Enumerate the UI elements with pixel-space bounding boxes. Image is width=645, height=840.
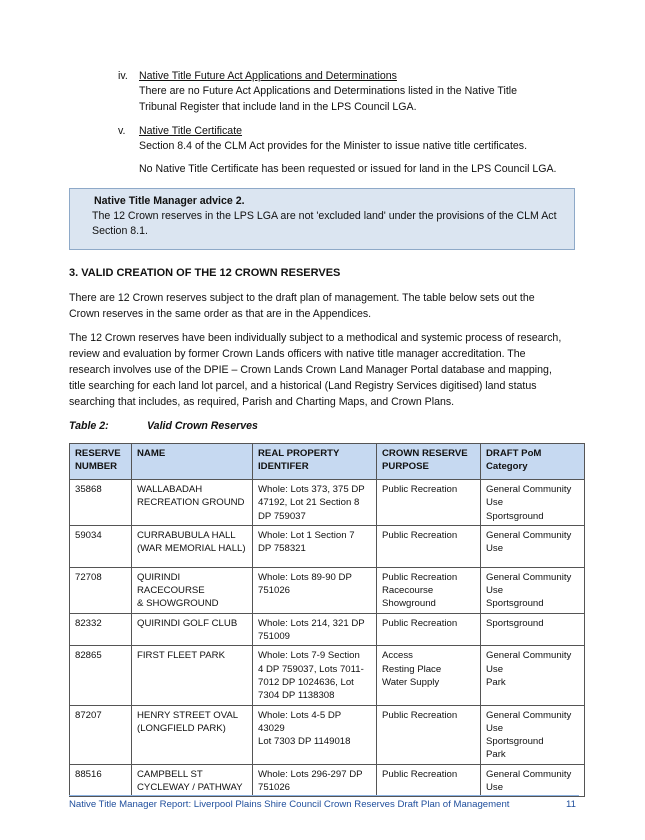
footer-text: Native Title Manager Report: Liverpool Plains Shire Council Crown Reserves Draft Plan of Management bbox=[69, 799, 510, 810]
section-3-para2-line2: review and evaluation by former Crown Lands officers with native title manager accreditation. The bbox=[69, 348, 526, 360]
cell-number bbox=[70, 705, 132, 764]
header-category bbox=[481, 444, 585, 480]
advice-line1: The 12 Crown reserves in the LPS LGA are not 'excluded land' under the provisions of the CLM Act bbox=[92, 210, 557, 222]
cell-text: QUIRINDI RACECOURSE bbox=[137, 571, 205, 597]
cell-text: Sportsground bbox=[486, 617, 544, 629]
table-header-row bbox=[70, 444, 585, 480]
cell-text: Whole: Lots 7-9 Section bbox=[258, 650, 360, 662]
advice-title: Native Title Manager advice 2. bbox=[94, 195, 245, 207]
cell-text: 4 DP 759037, Lots 7011- bbox=[258, 663, 364, 675]
cell-text: Resting Place bbox=[382, 663, 442, 675]
cell-text: Public Recreation bbox=[382, 768, 458, 780]
header-text: CROWN RESERVE bbox=[382, 448, 468, 459]
header-text: Category bbox=[486, 461, 528, 473]
header-text: DRAFT PoM bbox=[486, 448, 542, 459]
cell-name bbox=[132, 480, 253, 526]
cell-text: Whole: Lots 4-5 DP bbox=[258, 709, 342, 721]
table-row bbox=[70, 480, 585, 526]
table-row bbox=[70, 613, 585, 646]
cell-text: 82865 bbox=[75, 650, 102, 662]
section-v-text-line2: No Native Title Certificate has been requested or issued for land in the LPS Council LGA. bbox=[139, 163, 557, 175]
cell-text: RECREATION GROUND bbox=[137, 497, 245, 509]
cell-property bbox=[253, 567, 377, 613]
section-3-para1-line2: Crown reserves in the same order as that are in the Appendices. bbox=[69, 308, 372, 320]
cell-purpose bbox=[377, 613, 481, 646]
section-iv-text-line1: There are no Future Act Applications and Determinations listed in the Native Title bbox=[139, 85, 518, 97]
cell-name bbox=[132, 646, 253, 705]
section-iv-marker: iv. bbox=[118, 70, 128, 82]
cell-text: Whole: Lots 214, 321 DP bbox=[258, 617, 365, 629]
cell-text: 751026 bbox=[258, 585, 291, 597]
header-real-property bbox=[253, 444, 377, 480]
cell-text: 43029 bbox=[258, 722, 285, 734]
cell-text: Public Recreation bbox=[382, 484, 458, 495]
cell-text: & SHOWGROUND bbox=[137, 598, 219, 610]
cell-text: (LONGFIELD PARK) bbox=[137, 722, 226, 734]
cell-name bbox=[132, 705, 253, 764]
cell-text: Lot 7303 DP 1149018 bbox=[258, 736, 351, 748]
cell-category bbox=[481, 705, 585, 764]
cell-category bbox=[481, 480, 585, 526]
cell-name bbox=[132, 567, 253, 613]
cell-category bbox=[481, 525, 585, 567]
header-text: NUMBER bbox=[75, 461, 118, 473]
cell-text: FIRST FLEET PARK bbox=[137, 650, 225, 662]
cell-text: Use bbox=[486, 497, 504, 509]
cell-number bbox=[70, 525, 132, 567]
cell-text: Sportsground bbox=[486, 510, 544, 522]
cell-text: Whole: Lots 373, 375 DP bbox=[258, 484, 365, 495]
cell-text: DP 759037 bbox=[258, 510, 306, 522]
section-3-para2-line5: searching that includes, as required, Parish and Charting Maps, and Crown Plans. bbox=[69, 396, 455, 408]
cell-number bbox=[70, 480, 132, 526]
cell-text: Showground bbox=[382, 598, 436, 610]
cell-text: Public Recreation bbox=[382, 571, 458, 583]
cell-category bbox=[481, 613, 585, 646]
table-row bbox=[70, 567, 585, 613]
cell-text: Public Recreation bbox=[382, 617, 458, 629]
cell-purpose bbox=[377, 480, 481, 526]
cell-text: QUIRINDI GOLF CLUB bbox=[137, 617, 238, 629]
cell-text: 47192, Lot 21 Section 8 bbox=[258, 497, 360, 509]
cell-number bbox=[70, 567, 132, 613]
section-3-heading: 3. VALID CREATION OF THE 12 CROWN RESERVES bbox=[69, 267, 341, 279]
section-v-title: Native Title Certificate bbox=[139, 125, 243, 137]
cell-text: 751026 bbox=[258, 782, 291, 794]
header-name bbox=[132, 444, 253, 480]
header-text: REAL PROPERTY bbox=[258, 448, 340, 459]
section-3-para2-line3: research involves use of the DPIE – Crown Lands Crown Land Manager Portal database and mapping, bbox=[69, 364, 552, 376]
cell-text: Use bbox=[486, 722, 504, 734]
footer-rule bbox=[69, 795, 579, 796]
cell-name bbox=[132, 764, 253, 797]
cell-purpose bbox=[377, 764, 481, 797]
cell-text: (WAR MEMORIAL HALL) bbox=[137, 543, 246, 555]
section-v-marker: v. bbox=[118, 125, 126, 137]
cell-text: Sportsground bbox=[486, 598, 544, 610]
cell-purpose bbox=[377, 525, 481, 567]
section-3-para2-line4: title searching for each land lot parcel, and a historical (Land Registry Services digitised) land status bbox=[69, 380, 537, 392]
cell-text: Water Supply bbox=[382, 676, 440, 688]
cell-property bbox=[253, 705, 377, 764]
cell-text: Whole: Lot 1 Section 7 bbox=[258, 529, 355, 541]
cell-text: Use bbox=[486, 543, 504, 555]
cell-number bbox=[70, 613, 132, 646]
cell-purpose bbox=[377, 705, 481, 764]
cell-property bbox=[253, 764, 377, 797]
cell-text: Park bbox=[486, 676, 506, 688]
cell-name bbox=[132, 525, 253, 567]
cell-text: Whole: Lots 89-90 DP bbox=[258, 571, 352, 583]
cell-text: 35868 bbox=[75, 484, 102, 495]
cell-text: CURRABUBULA HALL bbox=[137, 529, 236, 541]
cell-category bbox=[481, 567, 585, 613]
cell-text: Sportsground bbox=[486, 736, 544, 748]
table-caption-label: Table 2: bbox=[69, 420, 109, 432]
table-caption-title: Valid Crown Reserves bbox=[147, 420, 258, 432]
cell-category bbox=[481, 764, 585, 797]
table-row bbox=[70, 705, 585, 764]
page-number: 11 bbox=[566, 799, 576, 810]
cell-text: 72708 bbox=[75, 571, 102, 583]
cell-text: DP 758321 bbox=[258, 543, 306, 555]
table-row bbox=[70, 525, 585, 567]
table-row bbox=[70, 764, 585, 797]
cell-text: HENRY STREET OVAL bbox=[137, 709, 239, 721]
cell-number bbox=[70, 646, 132, 705]
cell-property bbox=[253, 646, 377, 705]
cell-text: Park bbox=[486, 749, 506, 761]
section-iv-title: Native Title Future Act Applications and Determinations bbox=[139, 70, 397, 82]
section-3-para2-line1: The 12 Crown reserves have been individually subject to a methodical and systemic process of research, bbox=[69, 332, 562, 344]
cell-text: Whole: Lots 296-297 DP bbox=[258, 768, 363, 780]
cell-text: 87207 bbox=[75, 709, 102, 721]
advice-line2: Section 8.1. bbox=[92, 225, 148, 237]
cell-text: General Community bbox=[486, 709, 572, 721]
cell-text: 82332 bbox=[75, 617, 102, 629]
cell-text: General Community bbox=[486, 571, 572, 583]
cell-text: General Community bbox=[486, 768, 572, 780]
table-row bbox=[70, 646, 585, 705]
cell-text: CAMPBELL ST bbox=[137, 768, 203, 780]
cell-text: Use bbox=[486, 585, 504, 597]
cell-text: 751009 bbox=[258, 631, 291, 643]
cell-text: General Community bbox=[486, 650, 572, 662]
advice-box bbox=[69, 188, 575, 250]
header-reserve-number bbox=[70, 444, 132, 480]
cell-text: 88516 bbox=[75, 768, 102, 780]
cell-property bbox=[253, 613, 377, 646]
section-3-para1-line1: There are 12 Crown reserves subject to the draft plan of management. The table below sets out the bbox=[69, 292, 535, 304]
cell-text: 59034 bbox=[75, 529, 102, 541]
cell-category bbox=[481, 646, 585, 705]
section-v-text-line1: Section 8.4 of the CLM Act provides for the Minister to issue native title certificates. bbox=[139, 140, 528, 152]
cell-text: 7012 DP 1024636, Lot bbox=[258, 676, 354, 688]
cell-property bbox=[253, 480, 377, 526]
cell-property bbox=[253, 525, 377, 567]
cell-purpose bbox=[377, 646, 481, 705]
cell-text: Racecourse bbox=[382, 585, 434, 597]
header-text: PURPOSE bbox=[382, 461, 429, 473]
section-iv-text-line2: Tribunal Register that include land in the LPS Council LGA. bbox=[139, 101, 417, 113]
cell-text: General Community bbox=[486, 529, 572, 541]
cell-text: Use bbox=[486, 663, 504, 675]
cell-text: Public Recreation bbox=[382, 709, 458, 721]
cell-text: Public Recreation bbox=[382, 529, 458, 541]
cell-number bbox=[70, 764, 132, 797]
cell-text: CYCLEWAY / PATHWAY bbox=[137, 782, 243, 794]
header-text: NAME bbox=[137, 448, 166, 459]
crown-reserves-table bbox=[69, 443, 585, 797]
header-purpose bbox=[377, 444, 481, 480]
cell-text: Access bbox=[382, 650, 413, 662]
cell-text: WALLABADAH bbox=[137, 484, 203, 495]
cell-text: Use bbox=[486, 782, 504, 794]
cell-text: General Community bbox=[486, 484, 572, 495]
header-text: IDENTIFER bbox=[258, 461, 309, 473]
cell-purpose bbox=[377, 567, 481, 613]
cell-name bbox=[132, 613, 253, 646]
header-text: RESERVE bbox=[75, 448, 121, 459]
cell-text: 7304 DP 1138308 bbox=[258, 690, 335, 702]
